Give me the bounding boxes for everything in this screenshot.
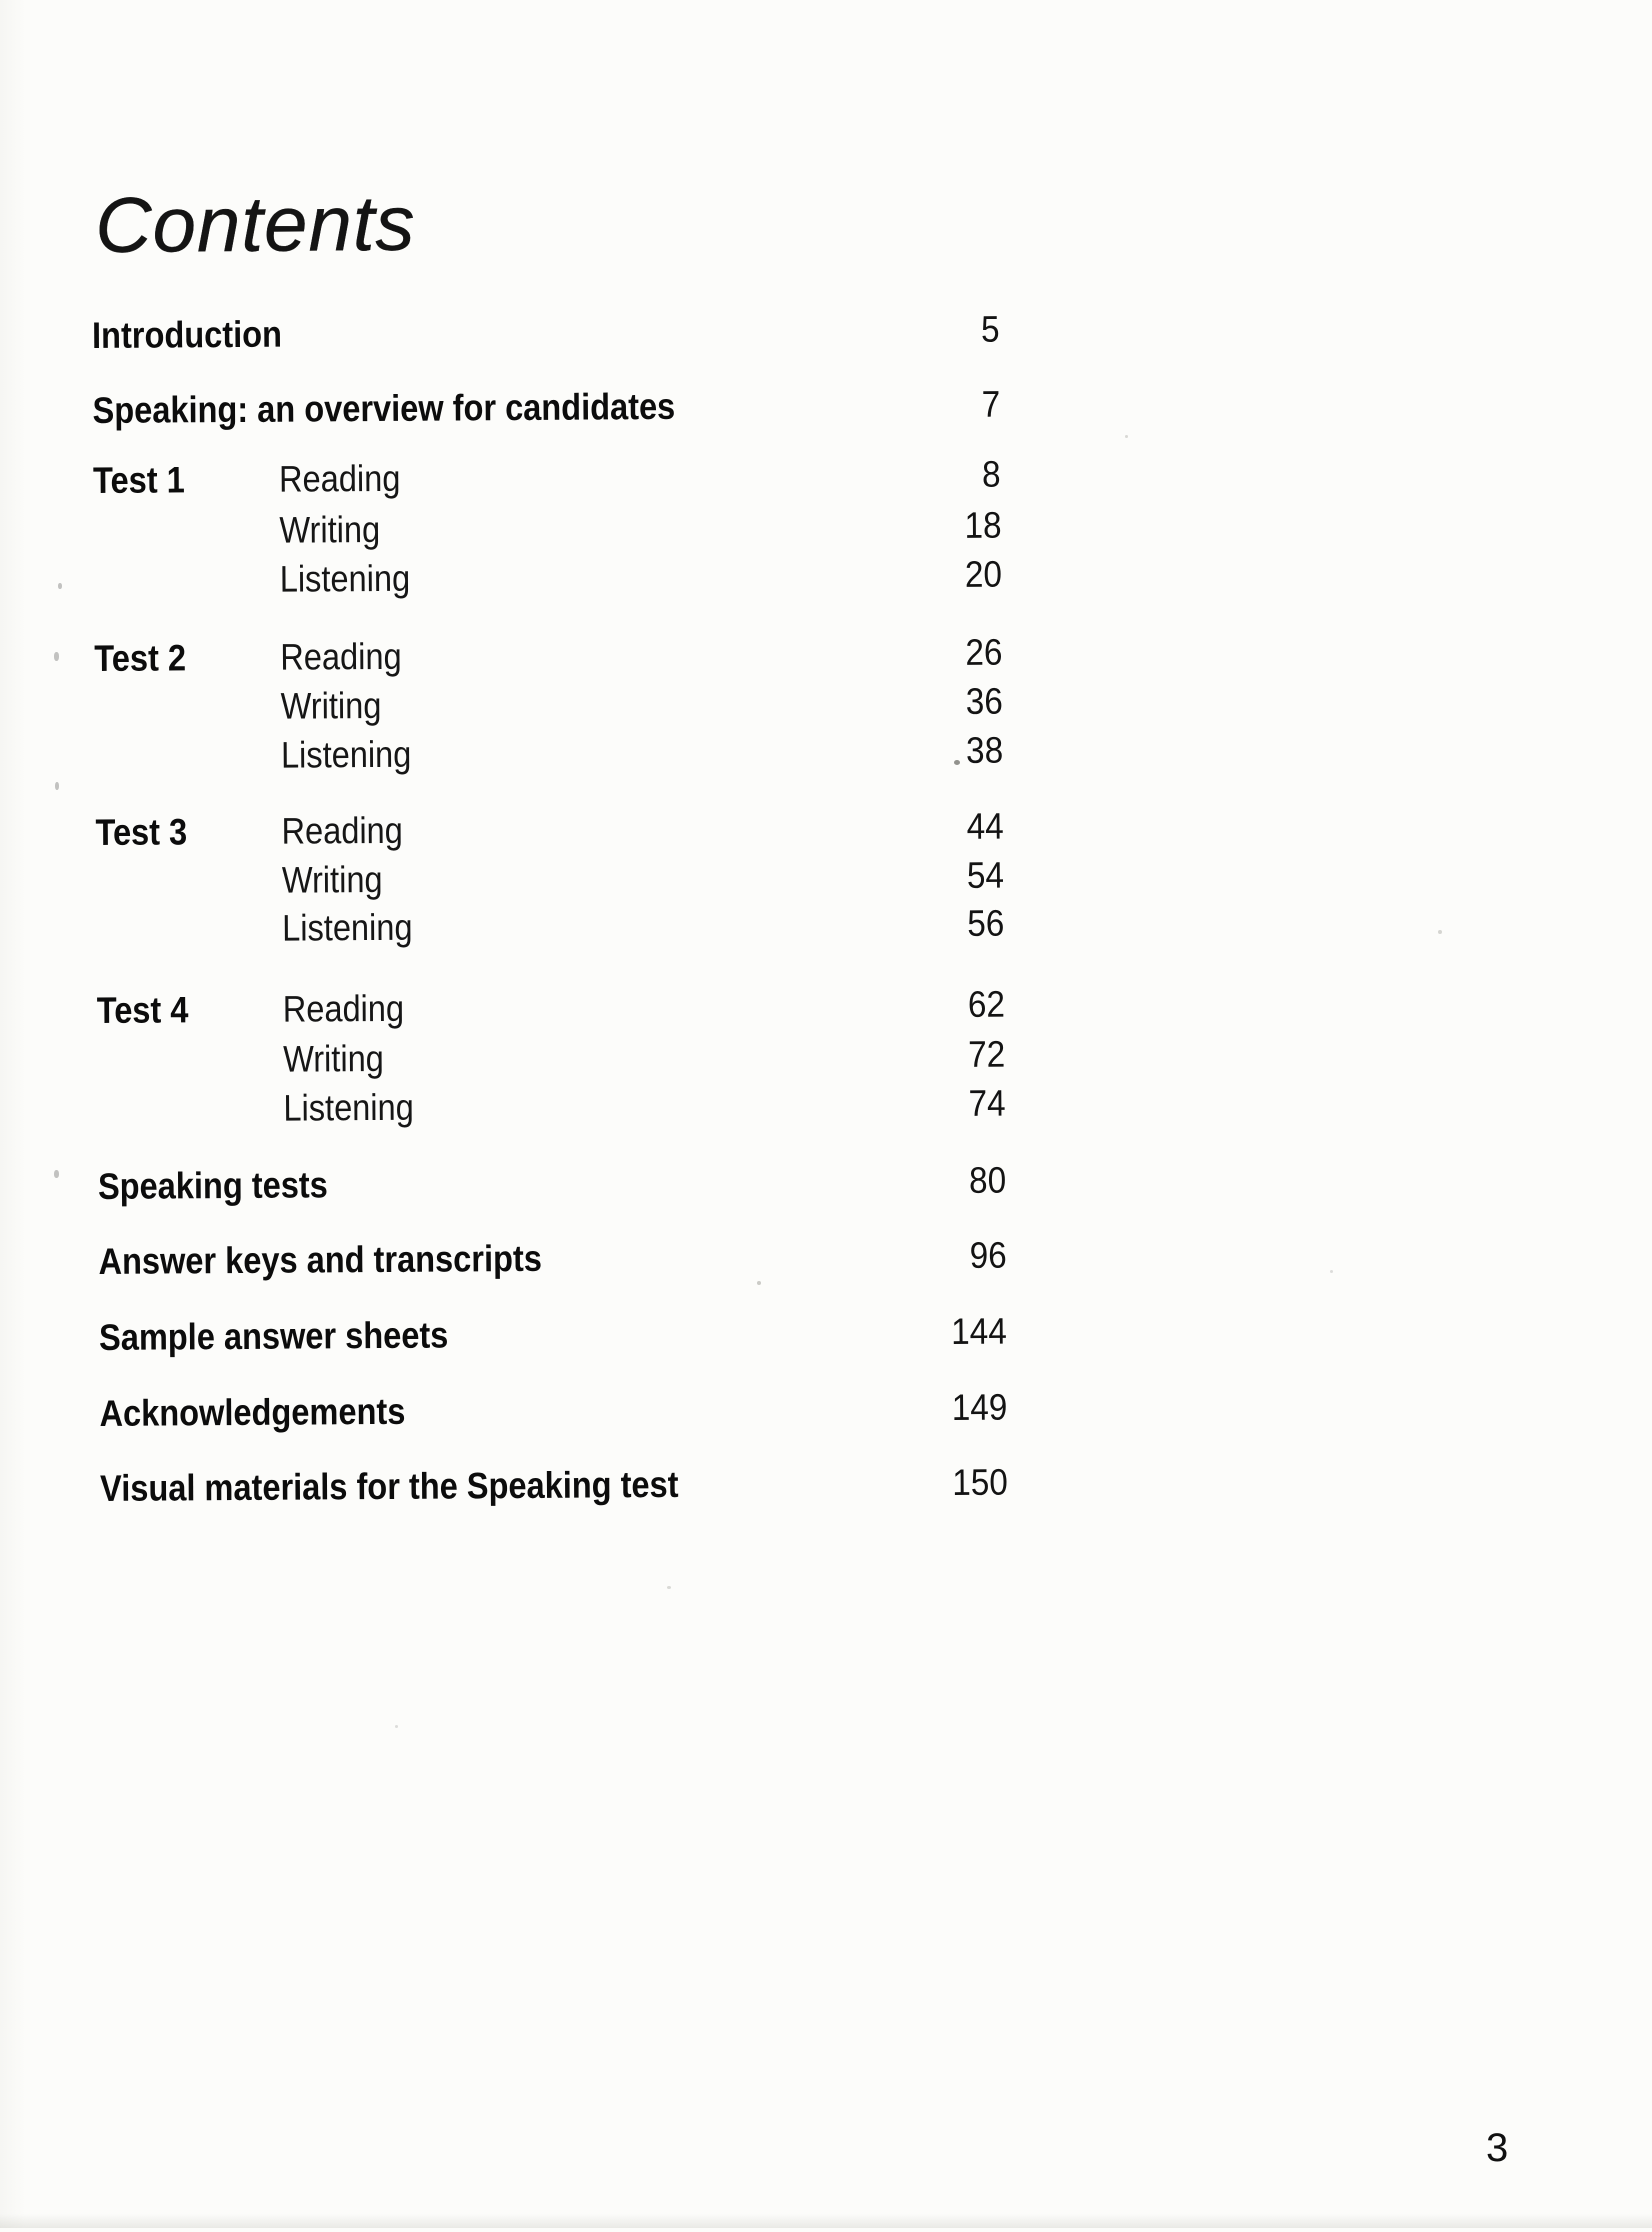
page-title: Contents: [94, 178, 416, 269]
toc-row: [97, 1084, 1005, 1130]
toc-item-label: Reading: [281, 809, 403, 852]
toc-entry-label: Sample answer sheets: [98, 1314, 449, 1358]
toc-section-spacer: [95, 719, 259, 720]
toc-entry-label: Answer keys and transcripts: [98, 1237, 543, 1282]
scan-speck: [1125, 435, 1128, 438]
toc-row: [95, 731, 1003, 777]
toc-row: [92, 385, 1000, 431]
toc-row: [96, 856, 1004, 902]
toc-row: [94, 633, 1002, 679]
toc-item-label: Writing: [282, 1037, 384, 1080]
toc-page-number: 54: [966, 854, 1004, 896]
scan-speck: [757, 1281, 761, 1285]
toc-page-number: 144: [951, 1310, 1008, 1352]
toc-entry-label: Visual materials for the Speaking test: [99, 1463, 679, 1509]
toc-page-number: 150: [952, 1461, 1009, 1503]
toc-page-number: 7: [981, 383, 1001, 425]
toc-section-spacer: [96, 893, 260, 894]
scan-fleck: [55, 782, 59, 790]
toc-row: [95, 682, 1003, 728]
toc-row: [98, 1236, 1006, 1282]
toc-page-number: 36: [965, 680, 1003, 722]
toc-section-label: Test 2: [94, 637, 187, 679]
toc-row: [100, 1463, 1008, 1509]
toc-row: [96, 904, 1004, 950]
toc-entry-label: Acknowledgements: [99, 1390, 406, 1434]
toc-page-number: 5: [981, 308, 1001, 350]
toc-row: [93, 506, 1001, 552]
toc-row: [98, 1161, 1006, 1207]
toc-page-number: 56: [966, 902, 1005, 944]
toc-section-label: Test 4: [96, 989, 189, 1031]
toc-item-label: Listening: [283, 1086, 414, 1129]
toc-item-label: Reading: [280, 635, 402, 678]
toc-page-number: 72: [967, 1033, 1006, 1075]
toc-entry-label: Speaking: an overview for candidates: [92, 385, 676, 431]
scan-left-shade: [0, 0, 26, 2228]
scan-speck: [954, 760, 960, 765]
scan-speck: [1438, 930, 1442, 934]
toc-item-label: Writing: [281, 858, 383, 901]
toc-section-spacer: [95, 768, 259, 769]
footer-page-number: 3: [1486, 2126, 1509, 2170]
scan-speck: [395, 1725, 398, 1728]
scan-speck: [1330, 1270, 1333, 1273]
toc-row: [99, 1312, 1007, 1358]
toc-section-spacer: [98, 1121, 262, 1122]
toc-section-label: Test 3: [95, 811, 188, 853]
toc-page-number: 62: [967, 983, 1005, 1025]
toc-page-number: 8: [982, 453, 1002, 495]
toc-item-label: Listening: [280, 733, 412, 776]
toc-item-label: Writing: [280, 684, 382, 727]
toc-page-number: 149: [951, 1386, 1008, 1428]
toc-row: [97, 985, 1005, 1031]
toc-section-label: Test 1: [92, 459, 185, 501]
toc-page-number: 38: [965, 729, 1004, 771]
toc-item-label: Reading: [282, 987, 405, 1030]
toc-page-number: 18: [964, 504, 1002, 546]
toc-section-spacer: [94, 543, 258, 544]
toc-row: [94, 555, 1002, 601]
toc-item-label: Listening: [279, 557, 411, 600]
toc-entry-label: Introduction: [91, 313, 283, 356]
toc-page-number: 20: [964, 553, 1002, 595]
toc-section-spacer: [94, 592, 258, 593]
toc-entry-label: Speaking tests: [97, 1164, 328, 1207]
toc-page-number: 74: [968, 1082, 1006, 1124]
toc-page-number: 44: [966, 805, 1004, 847]
toc-page-number: 96: [969, 1234, 1007, 1276]
toc-row: [93, 455, 1001, 501]
scan-speck: [667, 1586, 671, 1589]
scan-fleck: [54, 652, 59, 661]
toc-page-number: 26: [965, 631, 1003, 673]
toc-row: [95, 807, 1003, 853]
toc-item-label: Reading: [278, 457, 401, 500]
toc-row: [92, 310, 1000, 356]
toc-row: [99, 1388, 1007, 1434]
scan-bottom-edge: [0, 2214, 1652, 2228]
toc-section-spacer: [97, 1072, 261, 1073]
toc-row: [97, 1035, 1005, 1081]
scan-fleck: [54, 1170, 59, 1178]
toc-item-label: Writing: [279, 508, 381, 551]
toc-section-spacer: [96, 941, 260, 942]
toc-item-label: Listening: [282, 906, 413, 949]
scan-fleck: [58, 583, 62, 589]
toc-page-number: 80: [968, 1159, 1007, 1201]
